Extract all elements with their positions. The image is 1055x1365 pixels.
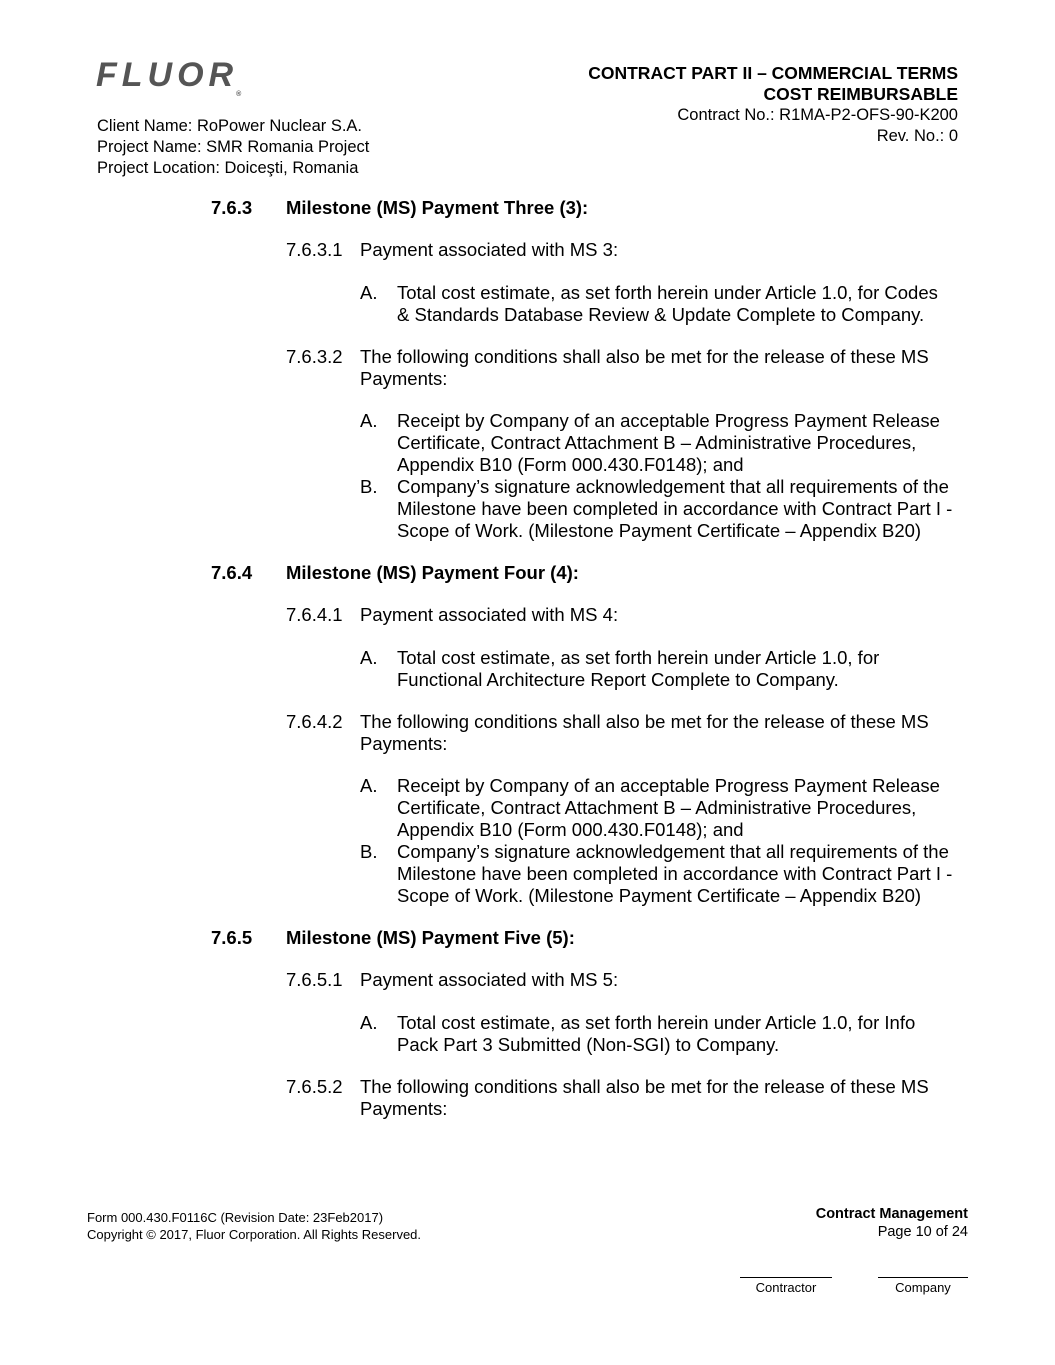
subsection-text bbox=[360, 346, 929, 390]
item-text-line: Total cost estimate, as set forth herein under Article 1.0, for bbox=[397, 647, 880, 668]
copyright: Copyright © 2017, Fluor Corporation. All Rights Reserved. bbox=[87, 1227, 422, 1242]
section-number: 7.6.3 bbox=[211, 197, 253, 218]
subsection-number: 7.6.3.1 bbox=[286, 239, 343, 260]
section-number: 7.6.4 bbox=[211, 562, 253, 583]
item-text bbox=[397, 841, 952, 907]
item-text bbox=[397, 1012, 915, 1056]
footer-page-info bbox=[816, 1205, 968, 1241]
item-text bbox=[397, 410, 940, 476]
client-info bbox=[97, 116, 369, 179]
document-title-line2: COST REIMBURSABLE bbox=[763, 84, 958, 104]
project-location: Project Location: Doiceşti, Romania bbox=[97, 159, 359, 177]
subsection-text: Payment associated with MS 3: bbox=[360, 239, 619, 260]
item-text bbox=[397, 476, 952, 542]
logo-text: FLUOR bbox=[96, 56, 239, 94]
contract-number: Contract No.: R1MA-P2-OFS-90-K200 bbox=[677, 106, 958, 124]
department: Contract Management bbox=[815, 1206, 968, 1222]
contractor-signature-line bbox=[740, 1277, 832, 1278]
item-label: A. bbox=[360, 647, 378, 668]
item-text-line: Functional Architecture Report Complete to Company. bbox=[397, 669, 839, 690]
item-text-line: Milestone have been completed in accordance with Contract Part I - bbox=[397, 863, 953, 884]
form-revision: Form 000.430.F0116C (Revision Date: 23Feb2017) bbox=[87, 1210, 384, 1225]
item-text-line: Milestone have been completed in accordance with Contract Part I - bbox=[397, 498, 953, 519]
item-text-line: Receipt by Company of an acceptable Progress Payment Release bbox=[397, 410, 940, 431]
item-text-line: & Standards Database Review & Update Complete to Company. bbox=[397, 304, 925, 325]
item-text bbox=[397, 647, 879, 691]
item-label: A. bbox=[360, 282, 378, 303]
subsection-text bbox=[360, 711, 929, 755]
registered-mark: ® bbox=[236, 91, 242, 98]
footer-form-info bbox=[87, 1209, 421, 1243]
item-text-line: Scope of Work. (Milestone Payment Certificate – Appendix B20) bbox=[397, 885, 922, 906]
item-label: A. bbox=[360, 1012, 378, 1033]
subsection-number: 7.6.3.2 bbox=[286, 346, 343, 367]
revision-number: Rev. No.: 0 bbox=[876, 127, 958, 145]
section-number: 7.6.5 bbox=[211, 927, 253, 948]
item-text-line: Company’s signature acknowledgement that all requirements of the bbox=[397, 476, 949, 497]
item-text bbox=[397, 775, 940, 841]
subsection-text: Payment associated with MS 5: bbox=[360, 969, 619, 990]
client-name: Client Name: RoPower Nuclear S.A. bbox=[97, 117, 363, 135]
item-text-line: Total cost estimate, as set forth herein under Article 1.0, for Info bbox=[397, 1012, 916, 1033]
company-label: Company bbox=[895, 1280, 951, 1295]
subsection-number: 7.6.4.2 bbox=[286, 711, 343, 732]
fluor-logo bbox=[96, 58, 241, 98]
item-text-line: Appendix B10 (Form 000.430.F0148); and bbox=[397, 454, 744, 475]
item-label: B. bbox=[360, 476, 378, 497]
document-title-line1: CONTRACT PART II – COMMERCIAL TERMS bbox=[588, 63, 958, 83]
item-text-line: Total cost estimate, as set forth herein under Article 1.0, for Codes bbox=[397, 282, 938, 303]
page-number: Page 10 of 24 bbox=[877, 1224, 968, 1240]
item-text-line: Appendix B10 (Form 000.430.F0148); and bbox=[397, 819, 744, 840]
subsection-number: 7.6.5.2 bbox=[286, 1076, 343, 1097]
item-label: A. bbox=[360, 775, 378, 796]
section-title: Milestone (MS) Payment Five (5): bbox=[286, 927, 575, 948]
subsection-text-line: Payments: bbox=[360, 1098, 448, 1119]
subsection-text-line: The following conditions shall also be met for the release of these MS bbox=[360, 346, 929, 367]
item-label: B. bbox=[360, 841, 378, 862]
subsection-text-line: Payments: bbox=[360, 733, 448, 754]
item-text-line: Pack Part 3 Submitted (Non-SGI) to Company. bbox=[397, 1034, 780, 1055]
subsection-text-line: The following conditions shall also be met for the release of these MS bbox=[360, 1076, 929, 1097]
item-text bbox=[397, 282, 938, 326]
item-text-line: Company’s signature acknowledgement that all requirements of the bbox=[397, 841, 949, 862]
subsection-text bbox=[360, 1076, 929, 1120]
section-title: Milestone (MS) Payment Three (3): bbox=[286, 197, 589, 218]
contractor-label: Contractor bbox=[755, 1280, 817, 1295]
document-title-block bbox=[588, 63, 958, 147]
subsection-text: Payment associated with MS 4: bbox=[360, 604, 619, 625]
subsection-number: 7.6.4.1 bbox=[286, 604, 343, 625]
subsection-text-line: The following conditions shall also be met for the release of these MS bbox=[360, 711, 929, 732]
project-name: Project Name: SMR Romania Project bbox=[97, 138, 370, 156]
subsection-text-line: Payments: bbox=[360, 368, 448, 389]
company-signature-line bbox=[878, 1277, 968, 1278]
item-text-line: Scope of Work. (Milestone Payment Certificate – Appendix B20) bbox=[397, 520, 922, 541]
item-text-line: Certificate, Contract Attachment B – Administrative Procedures, bbox=[397, 797, 917, 818]
subsection-number: 7.6.5.1 bbox=[286, 969, 343, 990]
item-text-line: Certificate, Contract Attachment B – Administrative Procedures, bbox=[397, 432, 917, 453]
item-text-line: Receipt by Company of an acceptable Progress Payment Release bbox=[397, 775, 940, 796]
section-title: Milestone (MS) Payment Four (4): bbox=[286, 562, 579, 583]
item-label: A. bbox=[360, 410, 378, 431]
